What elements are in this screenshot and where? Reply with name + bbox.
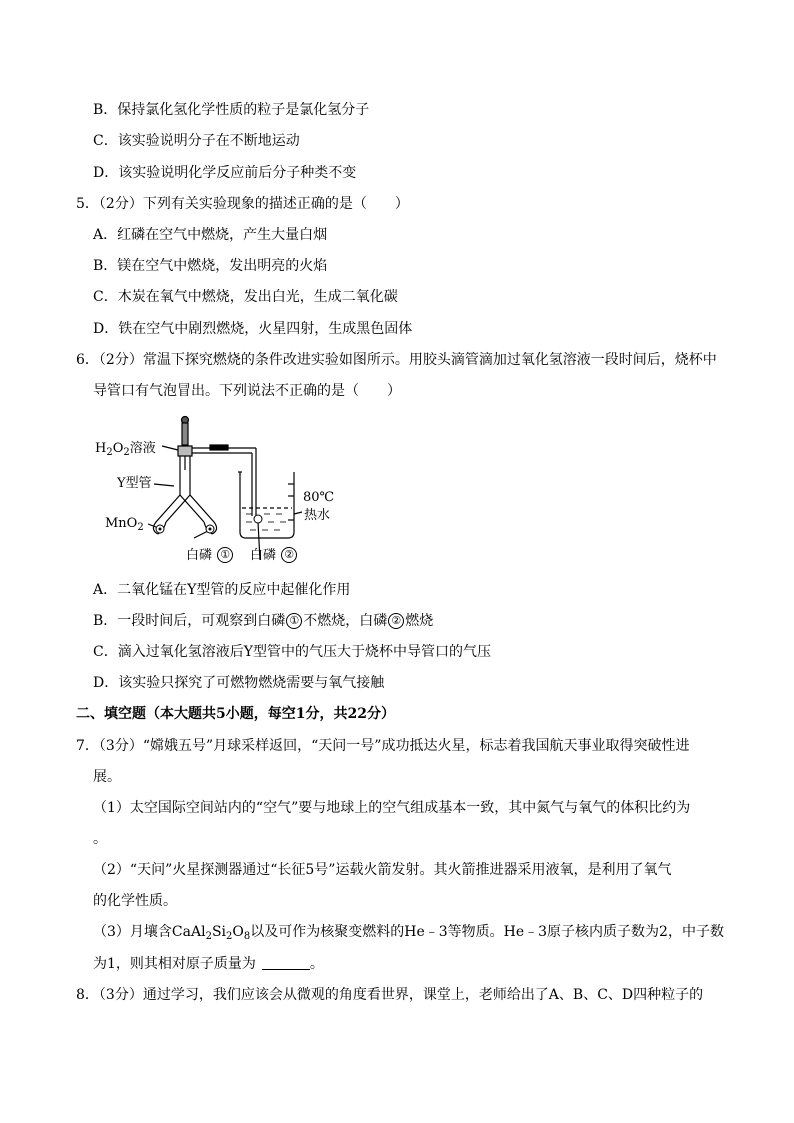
q5-option-a: A．红磷在空气中燃烧，产生大量白烟 [93,227,328,243]
q7-part3-line1: （3）月壤含$CaAl_2Si_2O_8$以及可作为核聚变燃料的He﹣3等物质。He﹣3原子核内质子数为2，中子数 [93,924,724,942]
answer-blank [262,957,310,970]
q7-part2-line2: 的化学性质。 [93,893,177,909]
phosphorus-2-sample [254,515,262,523]
stopper [178,446,192,456]
label-mno2: MnO$_2$ [105,516,144,533]
q4-option-c: C．该实验说明分子在不断地运动 [93,133,300,149]
beaker [240,472,294,538]
label-h2o2-solution: $H_2O_2$溶液 [95,441,156,458]
q6-stem-line2: 导管口有气泡冒出。下列说法不正确的是（ ） [93,383,401,399]
q6-option-c: C．滴入过氧化氢溶液后Y型管中的气压大于烧杯中导管口的气压 [93,644,491,660]
q7-part2-line1: （2）“天问”火星探测器通过“长征5号”运载火箭发射。其火箭推进器采用液氧，是利用了氧气 [93,862,672,878]
label-y-tube: Y型管 [117,476,152,491]
label-hot-water: 热水 [304,508,331,523]
q6-stem-line1: 6．（2分）常温下探究燃烧的条件改进实验如图所示。用胶头滴管滴加过氧化氢溶液一段时间后，烧杯中 [76,352,717,368]
q7-part1-line2: 。 [93,831,107,847]
q5-option-c: C．木炭在氧气中燃烧，发出白光，生成二氧化碳 [93,289,398,305]
dropper-body [182,423,188,445]
q5-option-d: D．铁在空气中剧烈燃烧，火星四射，生成黑色固体 [93,321,413,337]
q6-option-a: A．二氧化锰在Y型管的反应中起催化作用 [93,582,351,598]
q8-stem-line1: 8．（3分）通过学习，我们应该会从微观的角度看世界，课堂上，老师给出了A、B、C、D四种粒子的 [76,987,704,1003]
section-heading-fill-in: 二、填空题（本大题共5小题，每空1分，共22分） [76,706,395,722]
label-phosphorus-1: 白磷 ① [186,547,234,565]
q5-option-b: B．镁在空气中燃烧，发出明亮的火焰 [93,258,328,274]
q7-part3-line2: 为1，则其相对原子质量为 。 [93,956,324,972]
q6-option-d: D．该实验只探究了可燃物燃烧需要与氧气接触 [93,675,385,691]
q6-option-b: B．一段时间后，可观察到白磷 ① 不燃烧，白磷 ② 燃烧 [93,613,434,629]
q7-stem-line1: 7．（3分）“嫦娥五号”月球采样返回，“天问一号”成功抵达火星，标志着我国航天事业取得突破性进 [76,738,690,754]
q4-option-d: D．该实验说明化学反应前后分子种类不变 [93,165,357,181]
q4-option-b: B．保持氯化氢化学性质的粒子是氯化氢分子 [93,102,370,118]
q7-stem-line2: 展。 [93,769,121,785]
label-temperature: 80℃ [303,490,335,505]
q5-stem: 5．（2分）下列有关实验现象的描述正确的是（ ） [76,196,409,212]
label-phosphorus-2: 白磷 ② [250,547,298,565]
q7-part1-line1: （1）太空国际空间站内的“空气”要与地球上的空气组成基本一致，其中氮气与氧气的体积比约为 [93,800,691,816]
